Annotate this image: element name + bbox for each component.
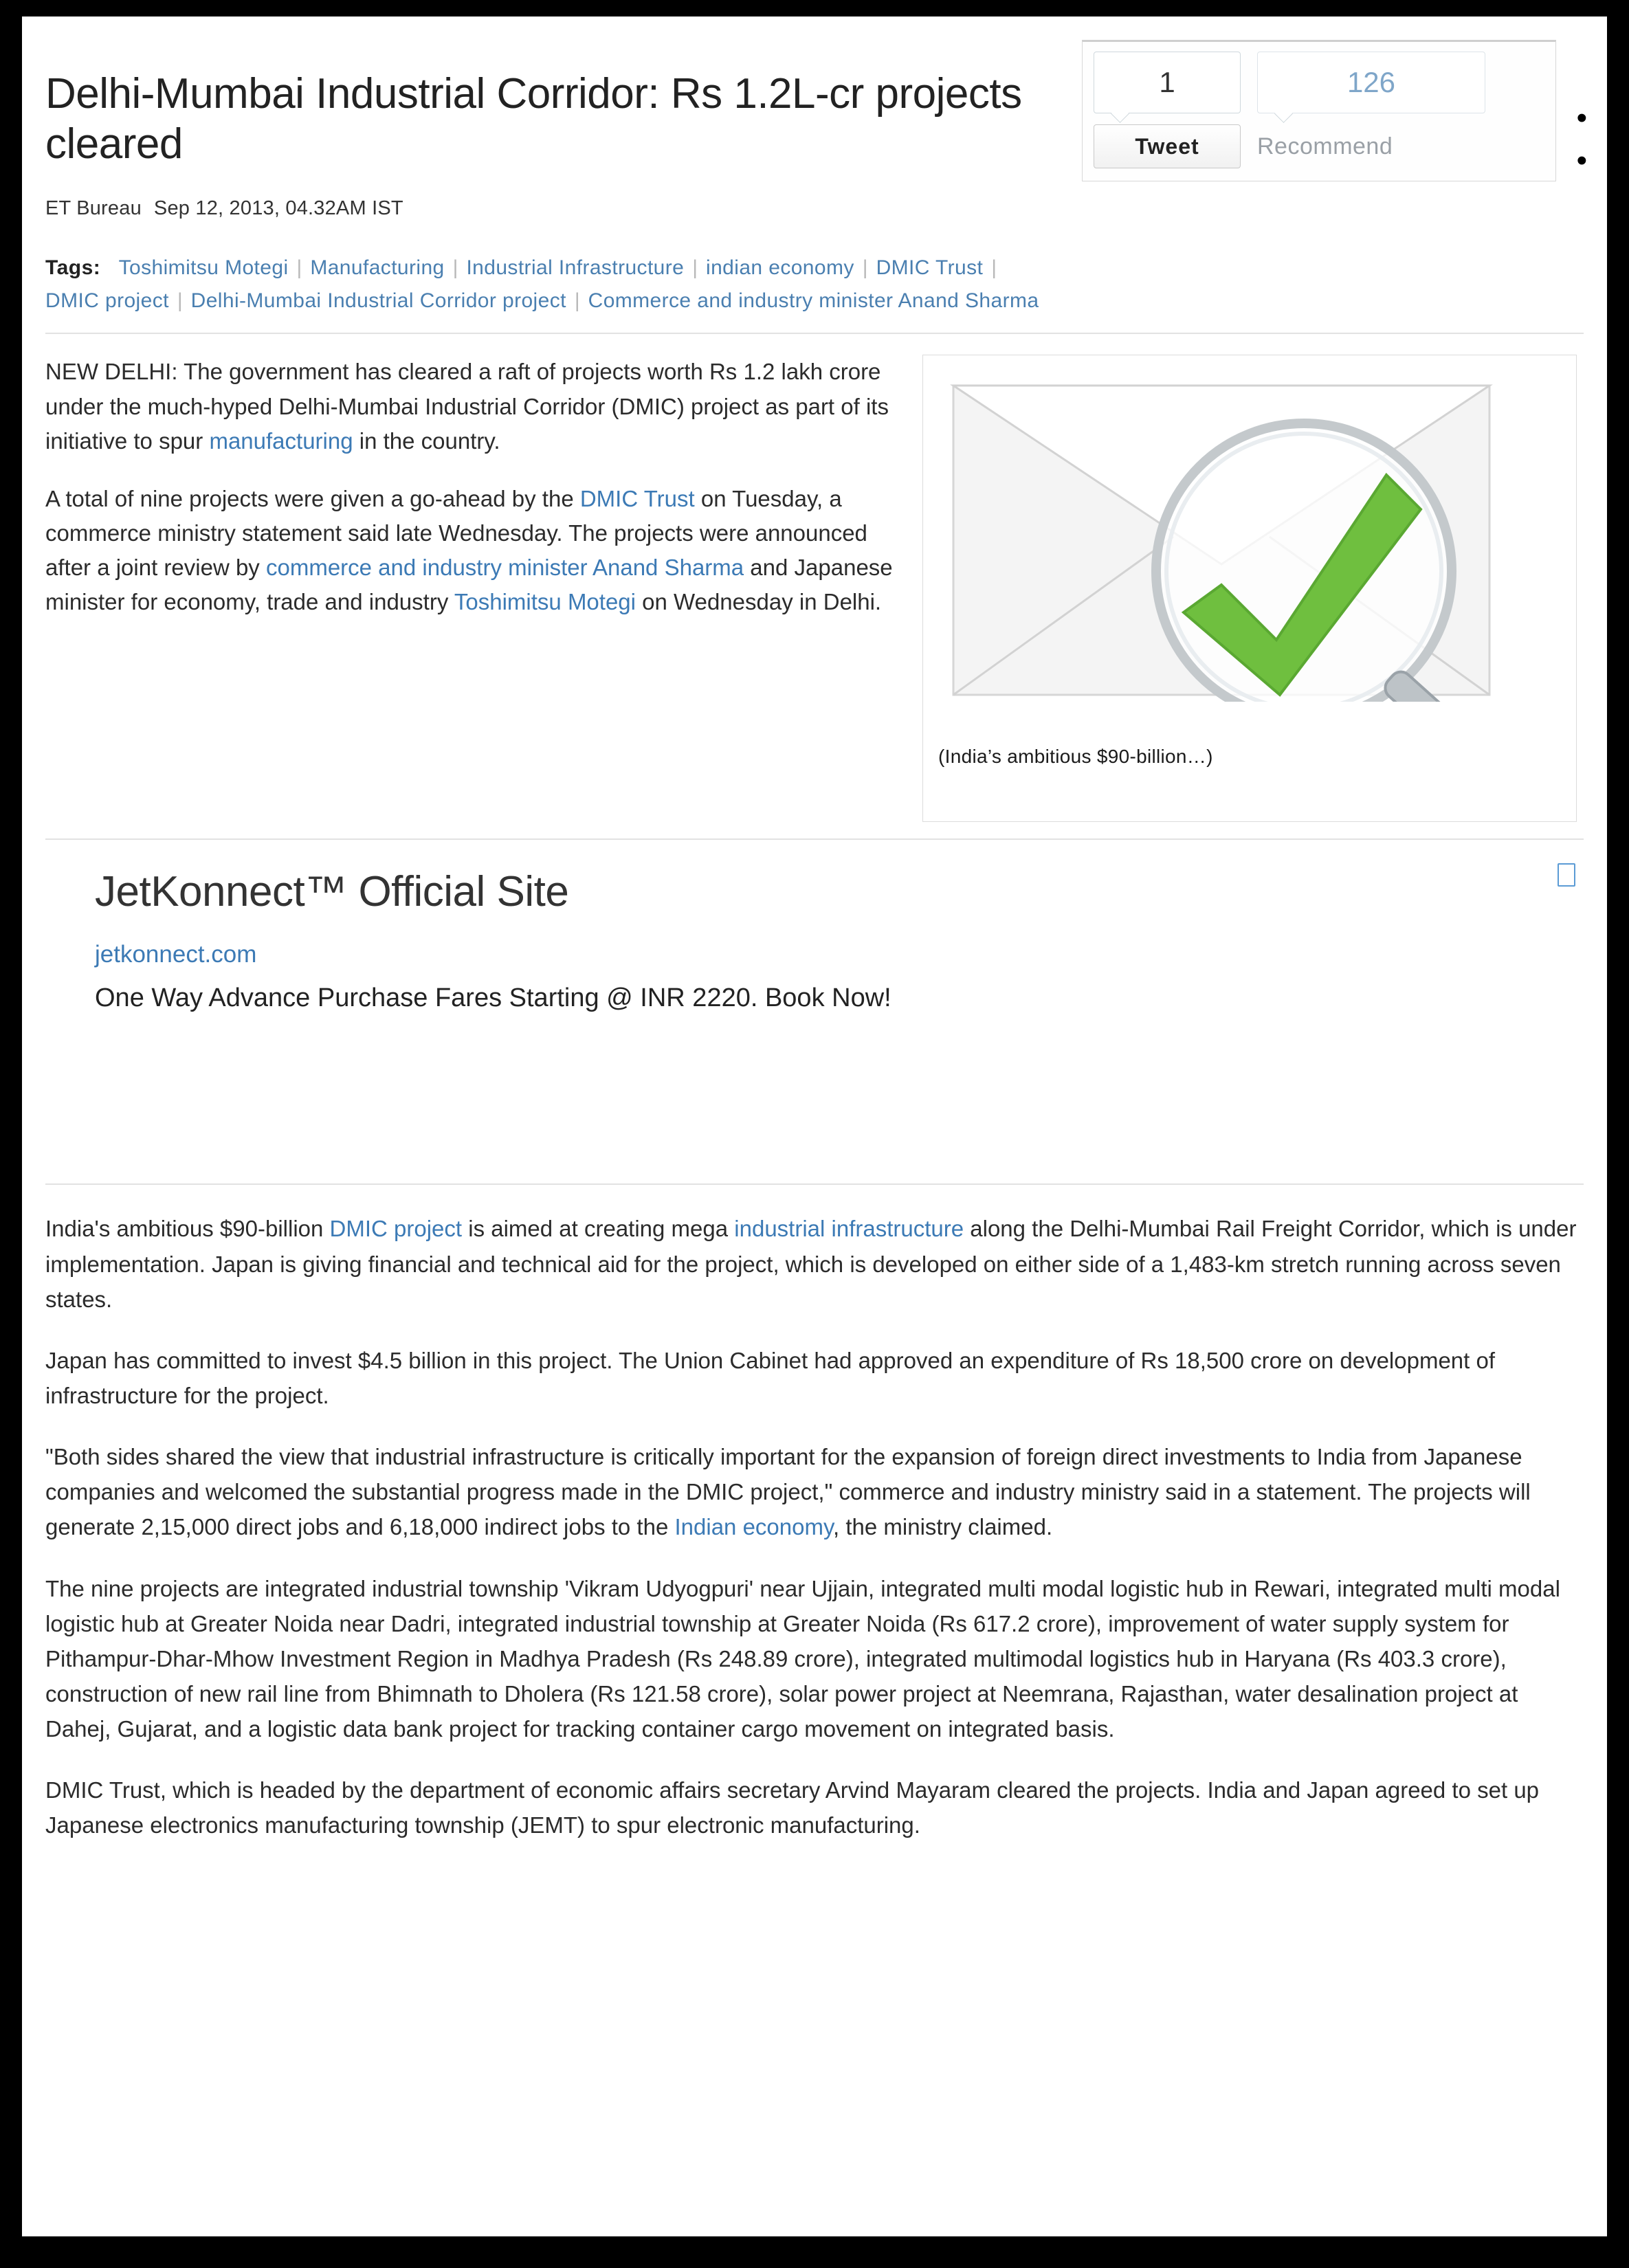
body-p1-part-c: along the Delhi-Mumbai Rail Freight Corridor, which is under implementation. Japan is giving financial and technical aid for the project, which is developed on either side of a 1,483-km stretch running across seven states.: [45, 1216, 1577, 1312]
tag-divider: |: [177, 289, 183, 313]
body-paragraph-4: The nine projects are integrated industrial township 'Vikram Udyogpuri' near Ujjain, integrated multi modal logistic hub in Rewari, integrated multi modal logistic hub at Greater Noida near Dadri, integrated industrial township at Greater Noida (Rs 617.2 crore), improvement of water supply system for Pithampur-Dhar-Mhow Investment Region in Madhya Pradesh (Rs 248.89 crore), integrated multimodal logistics hub in Haryana (Rs 403.3 crore), construction of new rail line from Bhimnath to Dholera (Rs 121.58 crore), solar power project at Neemrana, Rajasthan, water desalination project at Dahej, Gujarat, and a logistic data bank project for tracking container cargo movement on integrated basis.: [45, 1575, 1560, 1742]
tag-link-industrial-infrastructure[interactable]: Industrial Infrastructure: [466, 256, 685, 280]
body-p1-part-a: India's ambitious $90-billion: [45, 1216, 330, 1242]
inline-link-dmic-trust[interactable]: DMIC Trust: [579, 485, 695, 511]
inline-link-indian-economy[interactable]: Indian economy: [674, 1514, 834, 1540]
lede-p1-part-a: NEW DELHI: The government has cleared a raft of projects worth Rs 1.2 lakh crore under the much-hyped Delhi-Mumbai Industrial Corridor (DMIC) project as part of its initiative to spur: [45, 359, 889, 454]
inline-link-dmic-project[interactable]: DMIC project: [329, 1216, 463, 1242]
ad-info-icon[interactable]: [1558, 863, 1575, 887]
body-paragraph-3: [45, 1439, 1584, 1544]
tag-link-manufacturing[interactable]: Manufacturing: [310, 256, 445, 280]
inline-link-anand-sharma[interactable]: commerce and industry minister Anand Sharma: [265, 555, 744, 581]
lede-text: [45, 355, 898, 822]
body-paragraph-2: Japan has committed to invest $4.5 billion in this project. The Union Cabinet had approved an expenditure of Rs 18,500 crore on development of infrastructure for the project.: [45, 1347, 1496, 1408]
recommend-count-bubble: 126: [1257, 52, 1485, 113]
advertisement-block[interactable]: [45, 840, 1584, 1183]
tag-link-commerce-and-industry-minister-anand-sharma[interactable]: Commerce and industry minister Anand Sharma: [588, 289, 1039, 313]
social-share-box: [1082, 40, 1587, 181]
tag-link-dmic-trust[interactable]: DMIC Trust: [876, 256, 984, 280]
inline-link-toshimitsu-motegi[interactable]: Toshimitsu Motegi: [454, 589, 636, 615]
article-header: [45, 16, 1587, 220]
headline-block: [45, 40, 1076, 220]
header-divider: [45, 333, 1584, 334]
tag-link-delhi-mumbai-industrial-corridor-project[interactable]: Delhi-Mumbai Industrial Corridor project: [190, 289, 566, 313]
body-p3-part-b: , the ministry claimed.: [833, 1514, 1053, 1540]
body-paragraph-5: DMIC Trust, which is headed by the department of economic affairs secretary Arvind Mayaram cleared the projects. India and Japan agreed to set up Japanese electronics manufacturing township (JEMT) to spur electronic manufacturing.: [45, 1777, 1540, 1838]
lede-p2-part-b: on Tuesday, a commerce ministry statement said late Wednesday. The projects were announced after a joint review by: [45, 485, 867, 581]
article-body: [45, 1183, 1584, 1843]
lede-section: [45, 355, 1584, 822]
lede-p1-part-b: in the country.: [353, 427, 500, 454]
ad-title[interactable]: JetKonnect™ Official Site: [95, 868, 569, 916]
tags-label: Tags:: [45, 256, 101, 280]
byline-source: ET Bureau: [45, 197, 142, 220]
lede-paragraph-2: [45, 482, 898, 620]
bullet-markers: • •: [1576, 101, 1587, 177]
tag-divider: |: [574, 289, 580, 313]
tag-divider: |: [452, 256, 458, 280]
ad-description: One Way Advance Purchase Fares Starting @ INR 2220. Book Now!: [95, 983, 891, 1013]
body-p3-part-a: "Both sides shared the view that industrial infrastructure is critically important for the expansion of foreign direct investments to India from Japanese companies and welcomed the substantial progress made in the DMIC project," commerce and industry ministry said in a statement. The projects will generate 2,15,000 direct jobs and 6,18,000 indirect jobs to the: [45, 1444, 1531, 1540]
ad-url[interactable]: jetkonnect.com: [95, 941, 257, 968]
social-actions: [1094, 124, 1544, 168]
inline-link-manufacturing[interactable]: manufacturing: [209, 427, 353, 454]
lede-p2-part-d: on Wednesday in Delhi.: [636, 589, 882, 615]
lede-p2-part-c: and Japanese minister for economy, trade and industry: [45, 555, 893, 615]
tags-section: [45, 252, 1584, 318]
inline-link-industrial-infrastructure[interactable]: industrial infrastructure: [734, 1216, 964, 1242]
tag-divider: |: [296, 256, 302, 280]
lede-paragraph-1: [45, 355, 898, 458]
body-paragraph-1: [45, 1211, 1584, 1316]
tag-divider: |: [862, 256, 868, 280]
byline-timestamp: Sep 12, 2013, 04.32AM IST: [153, 197, 403, 220]
tag-link-indian-economy[interactable]: indian economy: [706, 256, 854, 280]
figure-caption: (India’s ambitious $90-billion…): [938, 746, 1213, 768]
article-page: [22, 16, 1607, 2236]
page-inner: [22, 16, 1607, 1843]
tag-divider: |: [991, 256, 997, 280]
body-p1-part-b: is aimed at creating mega: [462, 1216, 735, 1242]
tag-link-toshimitsu-motegi[interactable]: Toshimitsu Motegi: [118, 256, 289, 280]
tag-link-dmic-project[interactable]: DMIC project: [45, 289, 169, 313]
lede-p2-part-a: A total of nine projects were given a go-ahead by the: [45, 485, 580, 511]
byline: [45, 197, 1076, 220]
tweet-button[interactable]: Tweet: [1094, 124, 1241, 168]
recommend-button[interactable]: Recommend: [1257, 133, 1393, 159]
page-title: Delhi-Mumbai Industrial Corridor: Rs 1.2L-cr projects cleared: [45, 69, 1022, 168]
tweet-count-bubble: 1: [1094, 52, 1241, 113]
article-figure: [922, 355, 1577, 822]
social-counts: [1094, 52, 1544, 113]
tag-divider: |: [692, 256, 698, 280]
envelope-with-checkmark-icon: [946, 379, 1496, 702]
